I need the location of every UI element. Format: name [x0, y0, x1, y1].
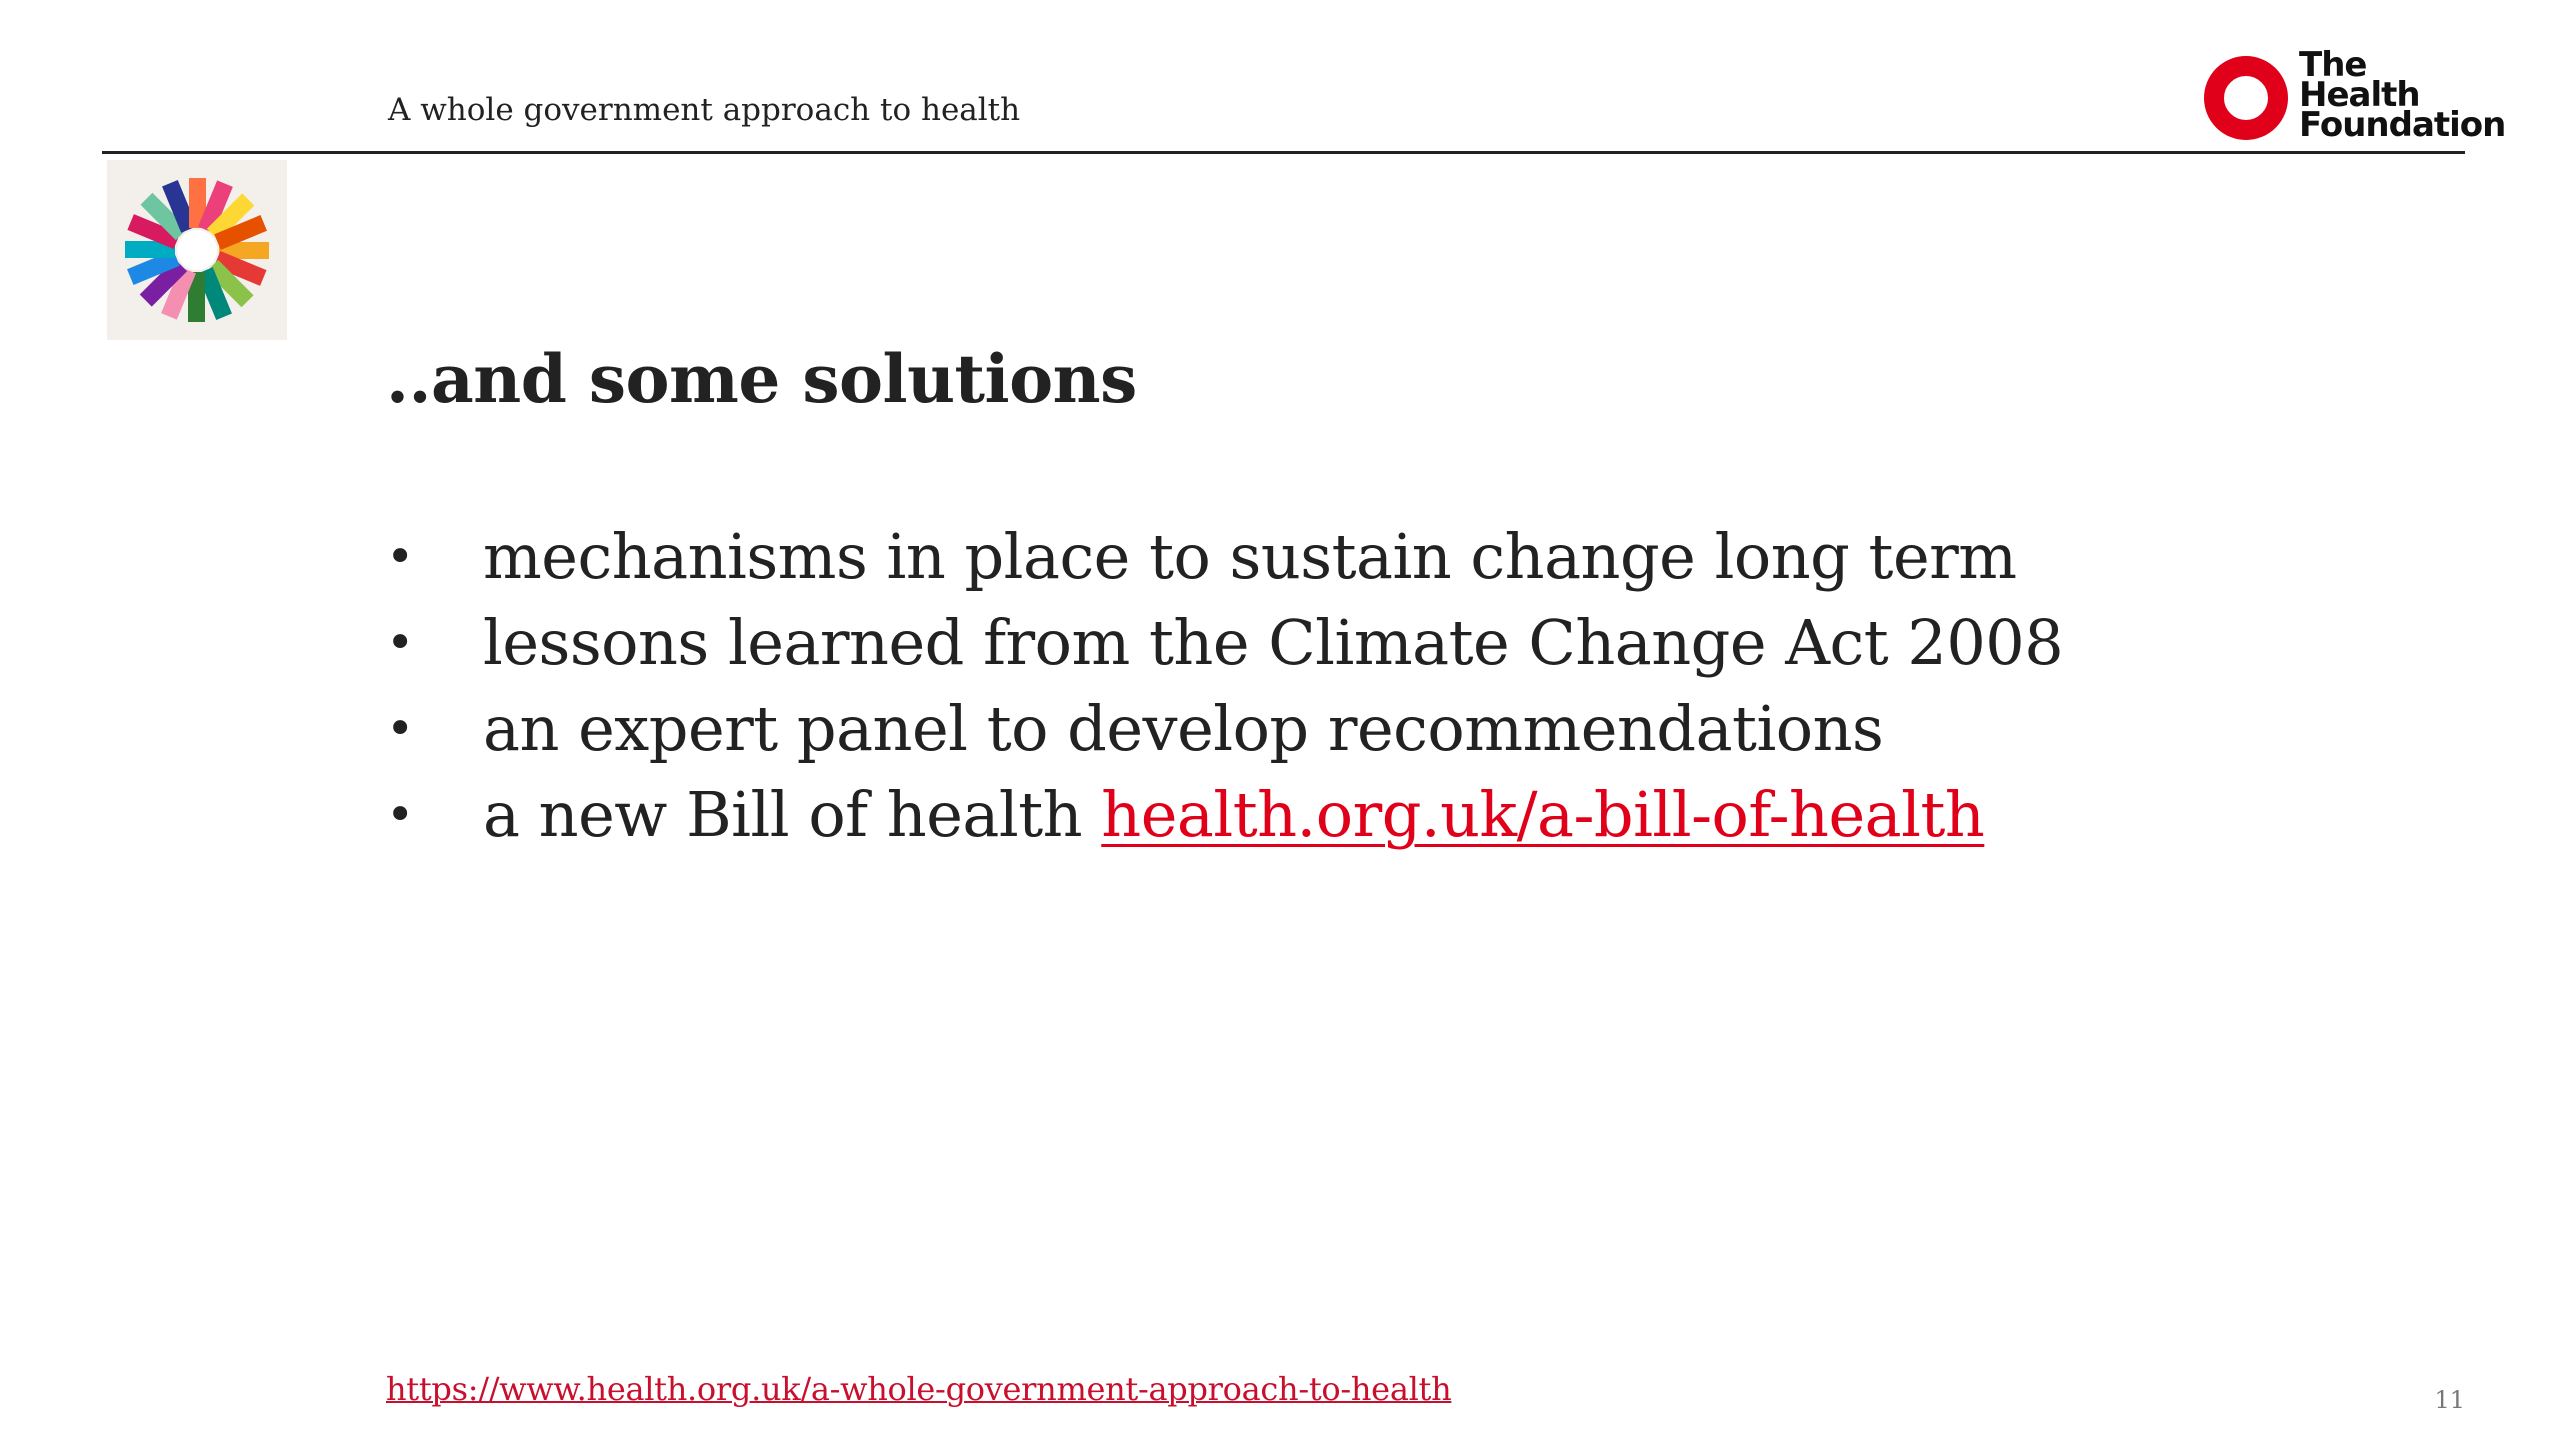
bullet-text: lessons learned from the Climate Change Act 2008	[483, 606, 2064, 679]
bullet-text: mechanisms in place to sustain change long term	[483, 520, 2017, 593]
multicolour-sunburst-icon	[107, 160, 287, 340]
bill-of-health-link[interactable]: health.org.uk/a-bill-of-health	[1101, 778, 1985, 851]
source-url-link[interactable]: https://www.health.org.uk/a-whole-government-approach-to-health	[386, 1370, 1452, 1408]
sunburst-centre	[177, 230, 217, 270]
page-number: 11	[2434, 1386, 2465, 1414]
health-foundation-logo	[2196, 45, 2506, 150]
bullet-icon: •	[386, 615, 414, 671]
bullet-icon: •	[386, 787, 414, 843]
logo-line-2: Health	[2299, 75, 2420, 115]
header-subtitle: A whole government approach to health	[388, 92, 1021, 128]
logo-wordmark	[2299, 45, 2506, 145]
logo-line-1: The	[2299, 45, 2367, 85]
sunburst-emblem	[107, 160, 287, 340]
slide-title: ..and some solutions	[386, 340, 1137, 418]
header-divider	[102, 151, 2465, 154]
logo-line-3: Foundation	[2299, 105, 2506, 145]
bullet-text: an expert panel to develop recommendations	[483, 692, 1884, 765]
logo-ring-icon	[2202, 54, 2290, 142]
bullet-icon: •	[386, 529, 414, 585]
bullet-text-with-link	[483, 772, 1984, 858]
bullet-icon: •	[386, 701, 414, 757]
bullet-text: a new Bill of health	[483, 778, 1102, 851]
